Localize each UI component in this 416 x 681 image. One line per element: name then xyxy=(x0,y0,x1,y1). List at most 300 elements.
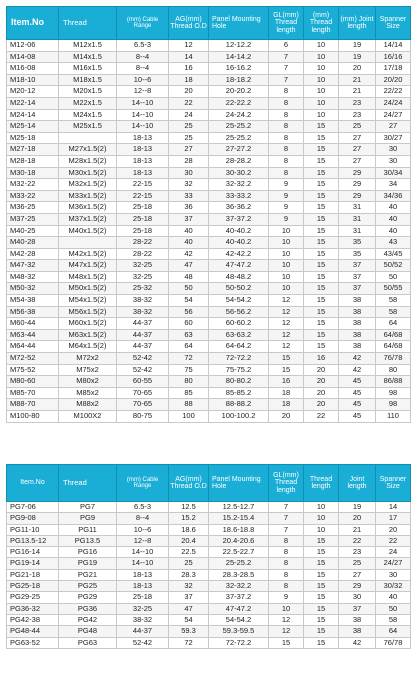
cell-item-no: M72-52 xyxy=(7,353,59,365)
cell-cable-range: 25-32 xyxy=(117,283,169,295)
cell-cable-range: 52-42 xyxy=(117,637,169,648)
cell-cable-range: 18-13 xyxy=(117,132,169,144)
cell-gl-length: 7 xyxy=(269,74,304,86)
cell-cable-range: 18-13 xyxy=(117,569,169,580)
cell-joint-length: 29 xyxy=(339,581,376,592)
cell-thread-od: 14 xyxy=(169,51,209,63)
cell-cable-range: 6.5-3 xyxy=(117,502,169,513)
cell-panel-hole: 15.2-15.4 xyxy=(209,513,269,524)
cell-cable-range: 8--4 xyxy=(117,63,169,75)
cell-panel-hole: 47-47.2 xyxy=(209,260,269,272)
cell-cable-range: 12--8 xyxy=(117,86,169,98)
cell-joint-length: 30 xyxy=(339,592,376,603)
cell-thread-od: 40 xyxy=(169,237,209,249)
cell-thread: M100X2 xyxy=(59,411,117,423)
cell-gl-length: 8 xyxy=(269,155,304,167)
cell-item-no: M33-22 xyxy=(7,190,59,202)
table-row xyxy=(7,155,411,167)
cell-item-no: M88-70 xyxy=(7,399,59,411)
cell-item-no: PG21-18 xyxy=(7,569,59,580)
cell-thread-od: 54 xyxy=(169,614,209,625)
cell-spanner-size: 50/52 xyxy=(376,260,411,272)
cell-thread: PG21 xyxy=(59,569,117,580)
table-row xyxy=(7,167,411,179)
cell-item-no: M85-70 xyxy=(7,387,59,399)
cell-item-no: PG29-25 xyxy=(7,592,59,603)
cell-cable-range: 28-22 xyxy=(117,237,169,249)
table-row xyxy=(7,387,411,399)
table-separator xyxy=(0,456,416,462)
cell-spanner-size: 98 xyxy=(376,399,411,411)
cell-thread-od: 18.6 xyxy=(169,524,209,535)
cell-thread-od: 72 xyxy=(169,353,209,365)
cell-gl-length: 10 xyxy=(269,271,304,283)
cell-joint-length: 29 xyxy=(339,190,376,202)
cell-panel-hole: 80-80.2 xyxy=(209,376,269,388)
cell-spanner-size: 64/68 xyxy=(376,341,411,353)
cell-gl-length: 8 xyxy=(269,558,304,569)
cell-panel-hole: 72-72.2 xyxy=(209,353,269,365)
cell-spanner-size: 98 xyxy=(376,387,411,399)
cell-gl-length: 8 xyxy=(269,167,304,179)
cell-item-no: M30-18 xyxy=(7,167,59,179)
cell-item-no: M64-44 xyxy=(7,341,59,353)
cell-cable-range: 44-37 xyxy=(117,318,169,330)
cell-item-no: M25-18 xyxy=(7,132,59,144)
cell-item-no: M63-44 xyxy=(7,329,59,341)
cell-thread-length: 10 xyxy=(304,86,339,98)
cell-spanner-size: 17 xyxy=(376,513,411,524)
cell-thread-length: 15 xyxy=(304,190,339,202)
cell-gl-length: 10 xyxy=(269,248,304,260)
cell-thread-od: 20 xyxy=(169,86,209,98)
cell-joint-length: 38 xyxy=(339,626,376,637)
cell-thread: M22x1.5 xyxy=(59,97,117,109)
table-row xyxy=(7,213,411,225)
cell-panel-hole: 18.6-18.8 xyxy=(209,524,269,535)
cell-joint-length: 45 xyxy=(339,387,376,399)
cell-gl-length: 12 xyxy=(269,329,304,341)
table-row xyxy=(7,109,411,121)
cell-thread-od: 37 xyxy=(169,592,209,603)
table-row xyxy=(7,179,411,191)
cell-thread-length: 15 xyxy=(304,547,339,558)
cell-cable-range: 44-37 xyxy=(117,341,169,353)
cell-spanner-size: 22/22 xyxy=(376,86,411,98)
cell-joint-length: 20 xyxy=(339,513,376,524)
cell-cable-range: 80-75 xyxy=(117,411,169,423)
cell-thread-od: 25 xyxy=(169,132,209,144)
cell-thread-length: 10 xyxy=(304,513,339,524)
cell-gl-length: 10 xyxy=(269,603,304,614)
cell-item-no: PG36-32 xyxy=(7,603,59,614)
cell-spanner-size: 86/88 xyxy=(376,376,411,388)
table-row xyxy=(7,248,411,260)
cell-panel-hole: 54-54.2 xyxy=(209,295,269,307)
cell-item-no: M40-25 xyxy=(7,225,59,237)
cell-joint-length: 22 xyxy=(339,535,376,546)
cell-spanner-size: 14 xyxy=(376,502,411,513)
col-header-thread: Thread xyxy=(59,465,117,502)
cell-joint-length: 27 xyxy=(339,144,376,156)
col-header-panel-hole: Panel Mounting Hole xyxy=(209,465,269,502)
cell-thread-length: 15 xyxy=(304,167,339,179)
table-row xyxy=(7,237,411,249)
cell-thread-length: 15 xyxy=(304,144,339,156)
cell-panel-hole: 12.5-12.7 xyxy=(209,502,269,513)
cell-cable-range: 14--10 xyxy=(117,109,169,121)
cell-cable-range: 18-13 xyxy=(117,155,169,167)
cell-spanner-size: 40 xyxy=(376,592,411,603)
cell-thread-od: 18 xyxy=(169,74,209,86)
cell-gl-length: 12 xyxy=(269,306,304,318)
cell-joint-length: 25 xyxy=(339,121,376,133)
cell-thread-od: 30 xyxy=(169,167,209,179)
cell-gl-length: 15 xyxy=(269,637,304,648)
cell-thread-length: 15 xyxy=(304,592,339,603)
cell-cable-range: 12--8 xyxy=(117,535,169,546)
cell-joint-length: 21 xyxy=(339,86,376,98)
cell-gl-length: 8 xyxy=(269,121,304,133)
col-header-joint-length: Joint length xyxy=(339,465,376,502)
cell-panel-hole: 32-32.2 xyxy=(209,581,269,592)
cell-thread-od: 28 xyxy=(169,155,209,167)
cell-joint-length: 45 xyxy=(339,399,376,411)
cell-spanner-size: 22 xyxy=(376,535,411,546)
cell-cable-range: 38-32 xyxy=(117,614,169,625)
cell-joint-length: 19 xyxy=(339,51,376,63)
cell-thread: PG29 xyxy=(59,592,117,603)
cell-panel-hole: 40-40.2 xyxy=(209,225,269,237)
cell-gl-length: 12 xyxy=(269,295,304,307)
cell-thread-od: 63 xyxy=(169,329,209,341)
cell-thread xyxy=(59,237,117,249)
cell-cable-range: 14--10 xyxy=(117,121,169,133)
cell-item-no: M16-08 xyxy=(7,63,59,75)
cell-item-no: M18-10 xyxy=(7,74,59,86)
cell-panel-hole: 88-88.2 xyxy=(209,399,269,411)
cell-thread: PG63 xyxy=(59,637,117,648)
cell-panel-hole: 48-48.2 xyxy=(209,271,269,283)
cell-gl-length: 8 xyxy=(269,86,304,98)
table-row xyxy=(7,353,411,365)
cell-thread-length: 10 xyxy=(304,97,339,109)
cell-item-no: M12-06 xyxy=(7,40,59,52)
cell-joint-length: 37 xyxy=(339,260,376,272)
table-row xyxy=(7,569,411,580)
cell-thread: M28x1.5(2) xyxy=(59,155,117,167)
cell-thread-od: 50 xyxy=(169,283,209,295)
cell-cable-range: 52-42 xyxy=(117,364,169,376)
table-row xyxy=(7,399,411,411)
cell-thread-od: 64 xyxy=(169,341,209,353)
cell-item-no: M48-32 xyxy=(7,271,59,283)
cell-gl-length: 18 xyxy=(269,399,304,411)
cell-thread: M85x2 xyxy=(59,387,117,399)
cell-cable-range: 22-15 xyxy=(117,179,169,191)
cell-panel-hole: 56-56.2 xyxy=(209,306,269,318)
cell-thread: PG7 xyxy=(59,502,117,513)
cell-thread xyxy=(59,132,117,144)
table-row xyxy=(7,581,411,592)
cell-gl-length: 10 xyxy=(269,225,304,237)
table-row xyxy=(7,411,411,423)
cell-panel-hole: 100-100.2 xyxy=(209,411,269,423)
cell-thread-length: 15 xyxy=(304,626,339,637)
table-row xyxy=(7,547,411,558)
cell-joint-length: 27 xyxy=(339,569,376,580)
cell-joint-length: 20 xyxy=(339,63,376,75)
cell-cable-range: 25-18 xyxy=(117,592,169,603)
table-row xyxy=(7,190,411,202)
cell-joint-length: 37 xyxy=(339,603,376,614)
cell-thread-length: 10 xyxy=(304,524,339,535)
cell-gl-length: 12 xyxy=(269,626,304,637)
cell-gl-length: 16 xyxy=(269,376,304,388)
cell-cable-range: 8--4 xyxy=(117,513,169,524)
cell-thread: M50x1.5(2) xyxy=(59,283,117,295)
cell-spanner-size: 16/16 xyxy=(376,51,411,63)
table-row xyxy=(7,637,411,648)
cell-thread-od: 72 xyxy=(169,637,209,648)
cell-spanner-size: 30 xyxy=(376,569,411,580)
table-row xyxy=(7,614,411,625)
table-row xyxy=(7,341,411,353)
cell-joint-length: 31 xyxy=(339,213,376,225)
cell-thread: PG16 xyxy=(59,547,117,558)
table-row xyxy=(7,63,411,75)
cell-panel-hole: 42-42.2 xyxy=(209,248,269,260)
col-header-cable-range: (mm) Cable Range xyxy=(117,7,169,40)
cell-thread-length: 15 xyxy=(304,179,339,191)
cell-gl-length: 8 xyxy=(269,581,304,592)
cell-cable-range: 32-25 xyxy=(117,260,169,272)
cell-panel-hole: 22.5-22.7 xyxy=(209,547,269,558)
cell-panel-hole: 30-30.2 xyxy=(209,167,269,179)
cell-thread-length: 15 xyxy=(304,329,339,341)
cell-panel-hole: 27-27.2 xyxy=(209,144,269,156)
cell-item-no: M47-32 xyxy=(7,260,59,272)
cell-spanner-size: 40 xyxy=(376,213,411,225)
table-row xyxy=(7,558,411,569)
cell-gl-length: 8 xyxy=(269,535,304,546)
cell-gl-length: 12 xyxy=(269,614,304,625)
cell-thread: PG36 xyxy=(59,603,117,614)
cell-thread-od: 24 xyxy=(169,109,209,121)
cell-spanner-size: 64 xyxy=(376,318,411,330)
cell-cable-range: 25-18 xyxy=(117,213,169,225)
cell-item-no: M60-44 xyxy=(7,318,59,330)
cell-thread: M27x1.5(2) xyxy=(59,144,117,156)
cell-gl-length: 20 xyxy=(269,411,304,423)
table-row xyxy=(7,283,411,295)
col-header-panel-hole: Panel Mounting Hole xyxy=(209,7,269,40)
cell-item-no: M37-25 xyxy=(7,213,59,225)
cell-gl-length: 8 xyxy=(269,569,304,580)
cell-thread-od: 25 xyxy=(169,121,209,133)
cell-spanner-size: 64 xyxy=(376,626,411,637)
cell-thread: M36x1.5(2) xyxy=(59,202,117,214)
cell-thread-od: 42 xyxy=(169,248,209,260)
cell-thread-od: 47 xyxy=(169,260,209,272)
cell-spanner-size: 30/27 xyxy=(376,132,411,144)
cell-cable-range: 22-15 xyxy=(117,190,169,202)
cell-panel-hole: 33-33.2 xyxy=(209,190,269,202)
cell-gl-length: 8 xyxy=(269,97,304,109)
cell-thread: PG13.5 xyxy=(59,535,117,546)
cell-item-no: M42-28 xyxy=(7,248,59,260)
cell-joint-length: 42 xyxy=(339,353,376,365)
cell-item-no: PG42-38 xyxy=(7,614,59,625)
cell-thread: PG25 xyxy=(59,581,117,592)
cell-thread-length: 15 xyxy=(304,283,339,295)
cell-spanner-size: 58 xyxy=(376,295,411,307)
cell-joint-length: 45 xyxy=(339,411,376,423)
table-row xyxy=(7,86,411,98)
cell-item-no: M25-14 xyxy=(7,121,59,133)
cell-thread-length: 15 xyxy=(304,581,339,592)
cell-spanner-size: 30/34 xyxy=(376,167,411,179)
cell-gl-length: 7 xyxy=(269,524,304,535)
cell-thread: M14x1.5 xyxy=(59,51,117,63)
col-header-thread-od: AG(mm) Thread O.D xyxy=(169,7,209,40)
cell-thread-od: 54 xyxy=(169,295,209,307)
cell-joint-length: 29 xyxy=(339,167,376,179)
cell-gl-length: 8 xyxy=(269,547,304,558)
cell-item-no: PG16-14 xyxy=(7,547,59,558)
cell-item-no: M36-25 xyxy=(7,202,59,214)
cell-thread-od: 80 xyxy=(169,376,209,388)
cell-thread: M20x1.5 xyxy=(59,86,117,98)
cell-thread: PG11 xyxy=(59,524,117,535)
cell-cable-range: 44-37 xyxy=(117,626,169,637)
col-header-thread-od: AG(mm) Thread O.D xyxy=(169,465,209,502)
cell-thread-od: 12 xyxy=(169,40,209,52)
cell-gl-length: 15 xyxy=(269,364,304,376)
cell-panel-hole: 36-36.2 xyxy=(209,202,269,214)
table-row xyxy=(7,603,411,614)
cell-thread-length: 10 xyxy=(304,63,339,75)
table-header-row xyxy=(7,7,411,40)
table-row xyxy=(7,51,411,63)
cell-gl-length: 7 xyxy=(269,502,304,513)
cell-joint-length: 31 xyxy=(339,225,376,237)
cell-thread: PG19 xyxy=(59,558,117,569)
cell-joint-length: 27 xyxy=(339,132,376,144)
cell-joint-length: 19 xyxy=(339,40,376,52)
cell-gl-length: 10 xyxy=(269,283,304,295)
cell-joint-length: 23 xyxy=(339,97,376,109)
cell-thread: M54x1.5(2) xyxy=(59,295,117,307)
table-header-row xyxy=(7,465,411,502)
cell-thread-length: 15 xyxy=(304,535,339,546)
table-row xyxy=(7,318,411,330)
cell-thread-length: 22 xyxy=(304,411,339,423)
cell-gl-length: 12 xyxy=(269,341,304,353)
cell-spanner-size: 64/68 xyxy=(376,329,411,341)
cell-cable-range: 32-25 xyxy=(117,603,169,614)
cell-spanner-size: 40 xyxy=(376,202,411,214)
cell-thread: M37x1.5(2) xyxy=(59,213,117,225)
cell-spanner-size: 30/32 xyxy=(376,581,411,592)
cell-thread-length: 15 xyxy=(304,569,339,580)
cell-panel-hole: 25-25.2 xyxy=(209,558,269,569)
cell-panel-hole: 25-25.2 xyxy=(209,132,269,144)
cell-panel-hole: 37-37.2 xyxy=(209,592,269,603)
table-row xyxy=(7,121,411,133)
table-row xyxy=(7,535,411,546)
cell-thread-length: 10 xyxy=(304,40,339,52)
cell-cable-range: 38-32 xyxy=(117,295,169,307)
cell-thread-od: 20.4 xyxy=(169,535,209,546)
cell-spanner-size: 20/20 xyxy=(376,74,411,86)
cell-thread-od: 33 xyxy=(169,190,209,202)
metric-table-body xyxy=(7,40,411,423)
cell-thread: M42x1.5(2) xyxy=(59,248,117,260)
pg-table-body xyxy=(7,502,411,649)
cell-panel-hole: 18-18.2 xyxy=(209,74,269,86)
cell-thread: M64x1.5(2) xyxy=(59,341,117,353)
cell-thread-length: 15 xyxy=(304,225,339,237)
col-header-thread-length: (mm) Thread length xyxy=(304,7,339,40)
cell-cable-range: 32-25 xyxy=(117,271,169,283)
cell-thread-od: 37 xyxy=(169,213,209,225)
cell-panel-hole: 50-50.2 xyxy=(209,283,269,295)
cell-panel-hole: 60-60.2 xyxy=(209,318,269,330)
pg-gland-table xyxy=(6,464,411,649)
col-header-cable-range: (mm) Cable Range xyxy=(117,465,169,502)
cell-spanner-size: 24/27 xyxy=(376,109,411,121)
cell-thread-od: 32 xyxy=(169,581,209,592)
cell-gl-length: 6 xyxy=(269,40,304,52)
cell-joint-length: 42 xyxy=(339,364,376,376)
table-row xyxy=(7,202,411,214)
col-header-gl-length: GL(mm) Thread length xyxy=(269,7,304,40)
cell-item-no: M80-60 xyxy=(7,376,59,388)
cell-spanner-size: 50 xyxy=(376,603,411,614)
cell-thread-od: 16 xyxy=(169,63,209,75)
table-row xyxy=(7,97,411,109)
cell-spanner-size: 43/45 xyxy=(376,248,411,260)
table-row xyxy=(7,260,411,272)
cell-cable-range: 14--10 xyxy=(117,547,169,558)
cell-joint-length: 37 xyxy=(339,271,376,283)
table-row xyxy=(7,502,411,513)
cell-thread-length: 15 xyxy=(304,637,339,648)
cell-thread-od: 25 xyxy=(169,558,209,569)
cell-joint-length: 38 xyxy=(339,318,376,330)
cell-cable-range: 70-65 xyxy=(117,387,169,399)
cell-thread-od: 56 xyxy=(169,306,209,318)
cell-cable-range: 10--6 xyxy=(117,524,169,535)
col-header-joint-length: (mm) Joint length xyxy=(339,7,376,40)
table-row xyxy=(7,132,411,144)
col-header-thread-length: Thread length xyxy=(304,465,339,502)
cell-gl-length: 9 xyxy=(269,592,304,603)
cell-thread: M48x1.5(2) xyxy=(59,271,117,283)
table-row xyxy=(7,364,411,376)
cell-thread-length: 15 xyxy=(304,248,339,260)
cell-spanner-size: 76/78 xyxy=(376,637,411,648)
cell-gl-length: 9 xyxy=(269,202,304,214)
cell-item-no: PG9-08 xyxy=(7,513,59,524)
table-row xyxy=(7,513,411,524)
cell-thread-length: 15 xyxy=(304,271,339,283)
cell-spanner-size: 110 xyxy=(376,411,411,423)
cell-gl-length: 7 xyxy=(269,51,304,63)
cell-joint-length: 42 xyxy=(339,637,376,648)
cell-item-no: PG7-06 xyxy=(7,502,59,513)
